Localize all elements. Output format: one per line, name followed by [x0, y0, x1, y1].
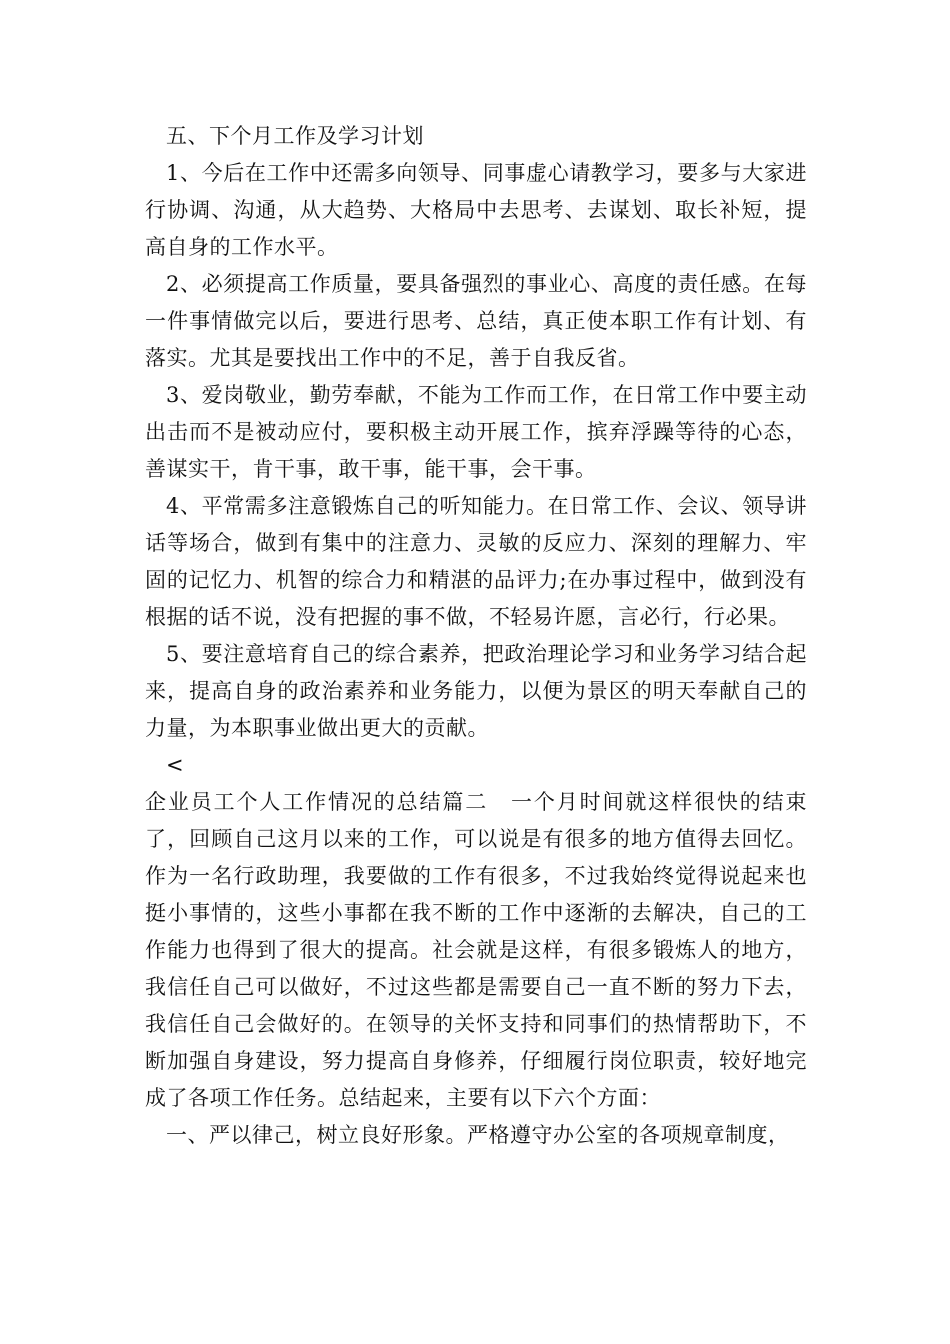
plan-item-5: 5、要注意培育自己的综合素养，把政治理论学习和业务学习结合起来，提高自身的政治素养和业务能力，以便为景区的明天奉献自己的力量，为本职事业做出更大的贡献。 — [145, 642, 807, 740]
plan-item-3: 3、爱岗敬业，勤劳奉献，不能为工作而工作，在日常工作中要主动出击而不是被动应付，要积极主动开展工作，摈弃浮躁等待的心态，善谋实干，肯干事，敢干事，能干事，会干事。 — [145, 383, 807, 481]
stray-symbol: < — [166, 753, 184, 777]
plan-item-4: 4、平常需多注意锻炼自己的听知能力。在日常工作、会议、领导讲话等场合，做到有集中的注意力、灵敏的反应力、深刻的理解力、牢固的记忆力、机智的综合力和精湛的品评力;在办事过程中，做到没有根据的话不说，没有把握的事不做，不轻易许愿，言必行，行必果。 — [145, 494, 807, 629]
document-page — [145, 118, 807, 1154]
plan-item-2: 2、必须提高工作质量，要具备强烈的事业心、高度的责任感。在每一件事情做完以后，要进行思考、总结，真正使本职工作有计划、有落实。尤其是要找出工作中的不足，善于自我反省。 — [145, 272, 807, 370]
summary-point-one: 一、严以律己，树立良好形象。严格遵守办公室的各项规章制度， — [166, 1123, 790, 1147]
section-heading: 五、下个月工作及学习计划 — [166, 124, 424, 148]
plan-item-1: 1、今后在工作中还需多向领导、同事虚心请教学习，要多与大家进行协调、沟通，从大趋势、大格局中去思考、去谋划、取长补短，提高自身的工作水平。 — [145, 161, 807, 259]
summary-part-two: 企业员工个人工作情况的总结篇二 一个月时间就这样很快的结束了，回顾自己这月以来的工作，可以说是有很多的地方值得去回忆。作为一名行政助理，我要做的工作有很多，不过我始终觉得说起来也挺小事情的，这些小事都在我不断的工作中逐渐的去解决，自己的工作能力也得到了很大的提高。社会就是这样，有很多锻炼人的地方，我信任自己可以做好，不过这些都是需要自己一直不断的努力下去，我信任自己会做好的。在领导的关怀支持和同事们的热情帮助下，不断加强自身建设，努力提高自身修养，仔细履行岗位职责，较好地完成了各项工作任务。总结起来，主要有以下六个方面： — [145, 790, 807, 1110]
